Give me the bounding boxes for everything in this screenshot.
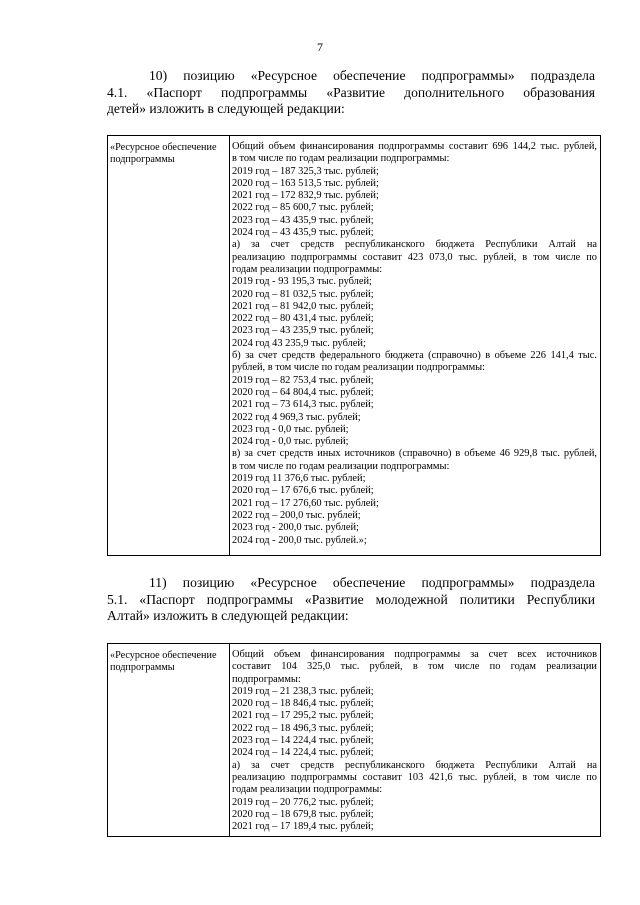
table2-row: годам реализации подпрограммы:: [232, 784, 383, 796]
table2-row: 2023 год – 14 224,4 тыс. рублей;: [232, 735, 374, 747]
table1-row: 2024 год – 43 435,9 тыс. рублей;: [232, 227, 374, 239]
table1-row: 2022 год 4 969,3 тыс. рублей;: [232, 411, 361, 423]
table1-row: рублей, в том числе по годам реализации подпрограммы:: [232, 362, 486, 374]
table2-row: 2022 год – 18 496,3 тыс. рублей;: [232, 722, 374, 734]
table1-row: 2020 год – 17 676,6 тыс. рублей;: [232, 485, 374, 497]
table2-row: 2024 год – 14 224,4 тыс. рублей;: [232, 747, 374, 759]
table1-row: годам реализации подпрограммы:: [232, 263, 383, 275]
table-1-label-line: «Ресурсное обеспечение: [110, 142, 217, 153]
table1-row: 2019 год – 187 325,3 тыс. рублей;: [232, 165, 379, 177]
table2-row: а) за счет средств республиканского бюджета Республики Алтай на: [232, 759, 597, 771]
section-11-line: Алтай» изложить в следующей редакции:: [107, 608, 349, 623]
section-11-line: 11) позицию «Ресурсное обеспечение подпрограммы» подраздела: [149, 575, 595, 590]
table1-row: реализацию подпрограммы составит 423 073,0 тыс. рублей, в том числе по: [232, 251, 597, 263]
table1-row: 2023 год - 0,0 тыс. рублей;: [232, 423, 349, 435]
table1-row: 2019 год – 82 753,4 тыс. рублей;: [232, 374, 374, 386]
table1-row: 2022 год – 85 600,7 тыс. рублей;: [232, 202, 374, 214]
table2-row: подпрограммы:: [232, 673, 301, 685]
section-10-heading: [107, 68, 595, 118]
table2-row: Общий объем финансирования подпрограммы за счет всех источников: [232, 649, 597, 660]
table1-row: 2023 год - 200,0 тыс. рублей;: [232, 522, 359, 534]
table-2-label-line: «Ресурсное обеспечение: [110, 650, 217, 661]
table-2-content-cell: [232, 649, 597, 833]
table1-row: 2019 год 11 376,6 тыс. рублей;: [232, 473, 366, 485]
table-2-label-cell: [108, 644, 230, 836]
table-1-label-cell: [108, 136, 230, 555]
section-10-line: детей» изложить в следующей редакции:: [107, 101, 345, 116]
table2-row: 2020 год – 18 846,4 тыс. рублей;: [232, 698, 374, 710]
table-1-content-cell: [232, 141, 597, 547]
table1-row: 2019 год - 93 195,3 тыс. рублей;: [232, 276, 372, 288]
table2-row: 2020 год – 18 679,8 тыс. рублей;: [232, 808, 374, 820]
table2-row: 2019 год – 20 776,2 тыс. рублей;: [232, 796, 374, 808]
table1-row: 2024 год - 0,0 тыс. рублей;: [232, 436, 349, 448]
section-11-line: 5.1. «Паспорт подпрограммы «Развитие молодежной политики Республики: [107, 591, 595, 607]
table1-row: в том числе по годам реализации подпрограммы:: [232, 460, 450, 472]
table1-row: а) за счет средств республиканского бюджета Республики Алтай на: [232, 239, 597, 251]
table2-row: 2021 год – 17 189,4 тыс. рублей;: [232, 821, 374, 833]
table1-row: 2021 год – 172 832,9 тыс. рублей;: [232, 190, 379, 202]
table1-row: 2020 год – 163 513,5 тыс. рублей;: [232, 177, 379, 189]
table2-row: реализацию подпрограммы составит 103 421,6 тыс. рублей, в том числе по: [232, 771, 597, 783]
table1-row: 2023 год – 43 435,9 тыс. рублей;: [232, 214, 374, 226]
table1-row: 2022 год – 200,0 тыс. рублей;: [232, 509, 361, 521]
table1-row: в том числе по годам реализации подпрограммы:: [232, 153, 450, 165]
section-10-line: 4.1. «Паспорт подпрограммы «Развитие дополнительного образования: [107, 84, 595, 100]
resource-table-1: [107, 135, 601, 556]
table1-row: 2021 год – 81 942,0 тыс. рублей;: [232, 300, 374, 312]
section-10-line: 10) позицию «Ресурсное обеспечение подпрограммы» подраздела: [149, 68, 595, 83]
table-1-label-line: подпрограммы: [110, 154, 175, 165]
table2-row: 2021 год – 17 295,2 тыс. рублей;: [232, 710, 374, 722]
table1-row: 2020 год – 64 804,4 тыс. рублей;: [232, 386, 374, 398]
table2-row: 2019 год – 21 238,3 тыс. рублей;: [232, 685, 374, 697]
table1-row: в) за счет средств иных источников (справочно) в объеме 46 929,8 тыс. рублей,: [232, 448, 597, 460]
table1-row: 2021 год – 17 276,60 тыс. рублей;: [232, 497, 379, 509]
table1-row: 2023 год – 43 235,9 тыс. рублей;: [232, 325, 374, 337]
table1-row: б) за счет средств федерального бюджета (справочно) в объеме 226 141,4 тыс.: [232, 350, 597, 362]
table1-row: 2020 год – 81 032,5 тыс. рублей;: [232, 288, 374, 300]
table1-row: Общий объем финансирования подпрограммы составит 696 144,2 тыс. рублей,: [232, 141, 597, 152]
table2-row: составит 104 325,0 тыс. рублей, в том числе по годам реализации: [232, 661, 597, 673]
resource-table-2: [107, 643, 601, 837]
table1-row: 2024 год - 200,0 тыс. рублей.»;: [232, 534, 367, 546]
table-2-label-line: подпрограммы: [110, 662, 175, 673]
section-11-heading: [107, 575, 595, 625]
table1-row: 2021 год – 73 614,3 тыс. рублей;: [232, 399, 374, 411]
page-number: 7: [317, 40, 323, 54]
table1-row: 2022 год – 80 431,4 тыс. рублей;: [232, 313, 374, 325]
table1-row: 2024 год 43 235,9 тыс. рублей;: [232, 337, 366, 349]
